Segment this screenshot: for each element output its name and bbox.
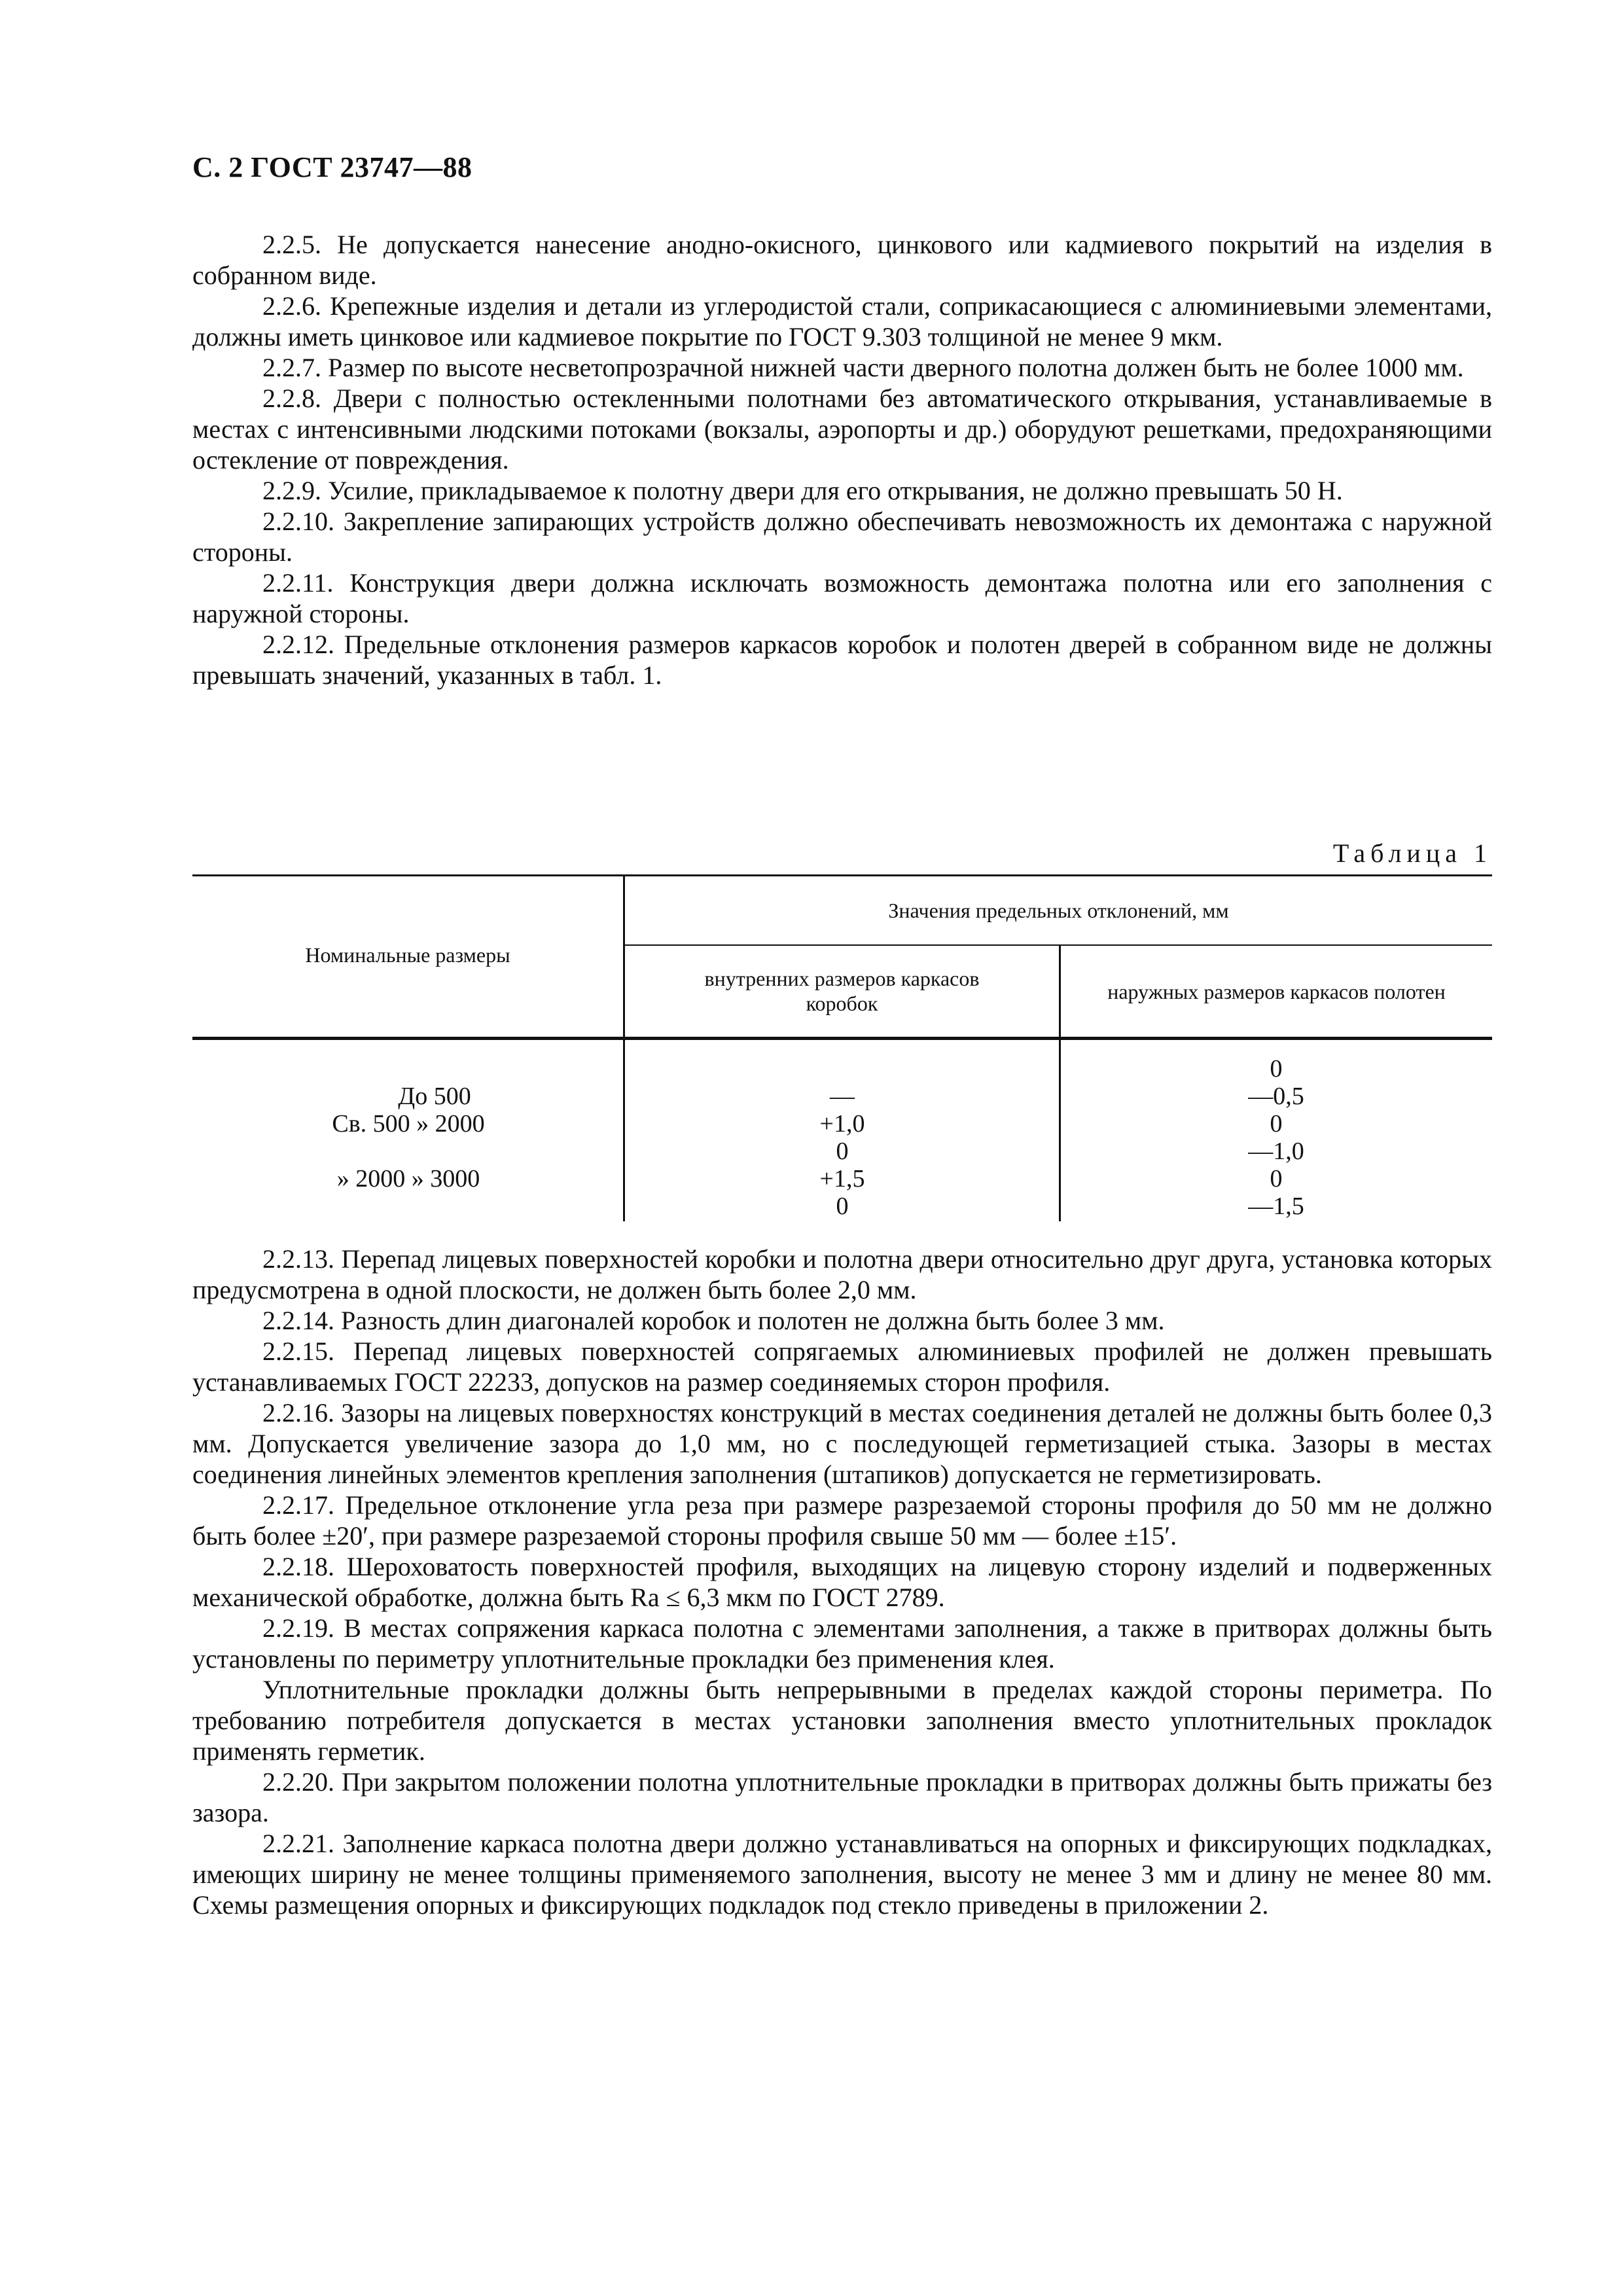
table-cell: —1,0 <box>1248 1138 1304 1165</box>
table-cell <box>192 1138 624 1165</box>
paragraph: 2.2.16. Зазоры на лицевых поверхностях конструкций в местах соединения деталей не должны быть более 0,3 мм. Допускается увеличение зазора до 1,0 мм, но с последующей герметизацией стыка. Зазоры в местах соединения линейных элементов крепления заполнения (штапиков) допускается не герметизировать. <box>192 1398 1492 1489</box>
page-header: С. 2 ГОСТ 23747—88 <box>192 151 473 183</box>
paragraph: 2.2.12. Предельные отклонения размеров каркасов коробок и полотен дверей в собранном виде не должны превышать значений, указанных в табл. 1. <box>192 630 1492 690</box>
table-label: Таблица 1 <box>1332 838 1492 868</box>
table-cell: — <box>830 1083 855 1110</box>
table-cell: —1,5 <box>1248 1193 1304 1220</box>
table-cell <box>192 1193 624 1220</box>
table-cell: —0,5 <box>1248 1083 1304 1110</box>
paragraph: 2.2.20. При закрытом положении полотна уплотнительные прокладки в притворах должны быть прижаты без зазора. <box>192 1767 1492 1827</box>
deviation-table <box>192 874 1492 1221</box>
paragraph: Уплотнительные прокладки должны быть непрерывными в пределах каждой стороны периметра. По требованию потребителя допускается в местах установки заполнения вместо уплотнительных прокладок применять герметик. <box>192 1675 1492 1766</box>
table-cell: 0 <box>836 1138 849 1165</box>
header-inner-sizes <box>625 966 1059 1016</box>
paragraph: 2.2.9. Усилие, прикладываемое к полотну двери для его открывания, не должно превышать 50 Н. <box>262 476 1343 505</box>
header-inner-sizes-line1: внутренних размеров каркасов <box>704 967 980 990</box>
header-nominal-sizes: Номинальные размеры <box>305 943 510 967</box>
column-outer-deviations <box>1060 1055 1492 1220</box>
table-cell: 0 <box>836 1193 849 1220</box>
text-block-bottom <box>192 1244 1492 1920</box>
paragraph: 2.2.13. Перепад лицевых поверхностей коробки и полотна двери относительно друг друга, установка которых предусмотрена в одной плоскости, не должен быть более 2,0 мм. <box>192 1244 1492 1304</box>
table-cell: 0 <box>1270 1110 1283 1138</box>
table-cell: +1,0 <box>819 1110 865 1138</box>
table-cell: 0 <box>1270 1055 1283 1083</box>
paragraph: 2.2.15. Перепад лицевых поверхностей сопрягаемых алюминиевых профилей не должен превышать устанавливаемых ГОСТ 22233, допусков на размер соединяемых сторон профиля. <box>192 1336 1492 1397</box>
header-inner-sizes-line2: коробок <box>806 992 878 1015</box>
paragraph: 2.2.18. Шероховатость поверхностей профиля, выходящих на лицевую сторону изделий и подверженных механической обработке, должна быть Ra ≤ 6,3 мкм по ГОСТ 2789. <box>192 1552 1492 1612</box>
paragraph: 2.2.10. Закрепление запирающих устройств должно обеспечивать невозможность их демонтажа с наружной стороны. <box>192 507 1492 567</box>
table-cell: Св. 500 » 2000 <box>332 1110 485 1138</box>
paragraph: 2.2.7. Размер по высоте несветопрозрачной нижней части дверного полотна должен быть не более 1000 мм. <box>262 353 1464 382</box>
header-outer-sizes: наружных размеров каркасов полотен <box>1107 980 1446 1003</box>
table-cell <box>192 1055 624 1083</box>
header-deviation-values: Значения предельных отклонений, мм <box>888 899 1229 922</box>
paragraph: 2.2.19. В местах сопряжения каркаса полотна с элементами заполнения, а также в притворах должны быть установлены по периметру уплотнительные прокладки без применения клея. <box>192 1613 1492 1674</box>
table-group-rule <box>624 944 1492 946</box>
column-inner-deviations <box>624 1055 1060 1220</box>
table-header-rule <box>192 1037 1492 1040</box>
paragraph: 2.2.17. Предельное отклонение угла реза при размере разрезаемой стороны профиля до 50 мм не должно быть более ±20′, при размере разрезаемой стороны профиля свыше 50 мм — более ±15′. <box>192 1490 1492 1551</box>
paragraph: 2.2.6. Крепежные изделия и детали из углеродистой стали, соприкасающиеся с алюминиевыми элементами, должны иметь цинковое или кадмиевое покрытие по ГОСТ 9.303 толщиной не менее 9 мкм. <box>192 291 1492 351</box>
table-cell: » 2000 » 3000 <box>336 1165 480 1193</box>
table-cell <box>624 1055 1060 1083</box>
text-block-top <box>192 229 1492 691</box>
paragraph: 2.2.14. Разность длин диагоналей коробок и полотен не должна быть более 3 мм. <box>262 1306 1165 1335</box>
paragraph: 2.2.21. Заполнение каркаса полотна двери должно устанавливаться на опорных и фиксирующих подкладках, имеющих ширину не менее толщины применяемого заполнения, высоту не менее 3 мм и длину не менее 80 мм. Схемы размещения опорных и фиксирующих подкладок под стекло приведены в приложении 2. <box>192 1829 1492 1920</box>
column-nominal-sizes <box>192 1055 624 1220</box>
table-cell: 0 <box>1270 1165 1283 1193</box>
paragraph: 2.2.5. Не допускается нанесение анодно-окисного, цинкового или кадмиевого покрытий на изделия в собранном виде. <box>192 230 1492 290</box>
paragraph: 2.2.11. Конструкция двери должна исключать возможность демонтажа полотна или его заполнения с наружной стороны. <box>192 568 1492 628</box>
table-top-rule <box>192 874 1492 876</box>
table-cell: До 500 <box>398 1083 471 1110</box>
paragraph: 2.2.8. Двери с полностью остекленными полотнами без автоматического открывания, устанавливаемые в местах с интенсивными людскими потоками (вокзалы, аэропорты и др.) оборудуют решетками, предохраняющими остекление от повреждения. <box>192 384 1492 475</box>
table-cell: +1,5 <box>819 1165 865 1193</box>
